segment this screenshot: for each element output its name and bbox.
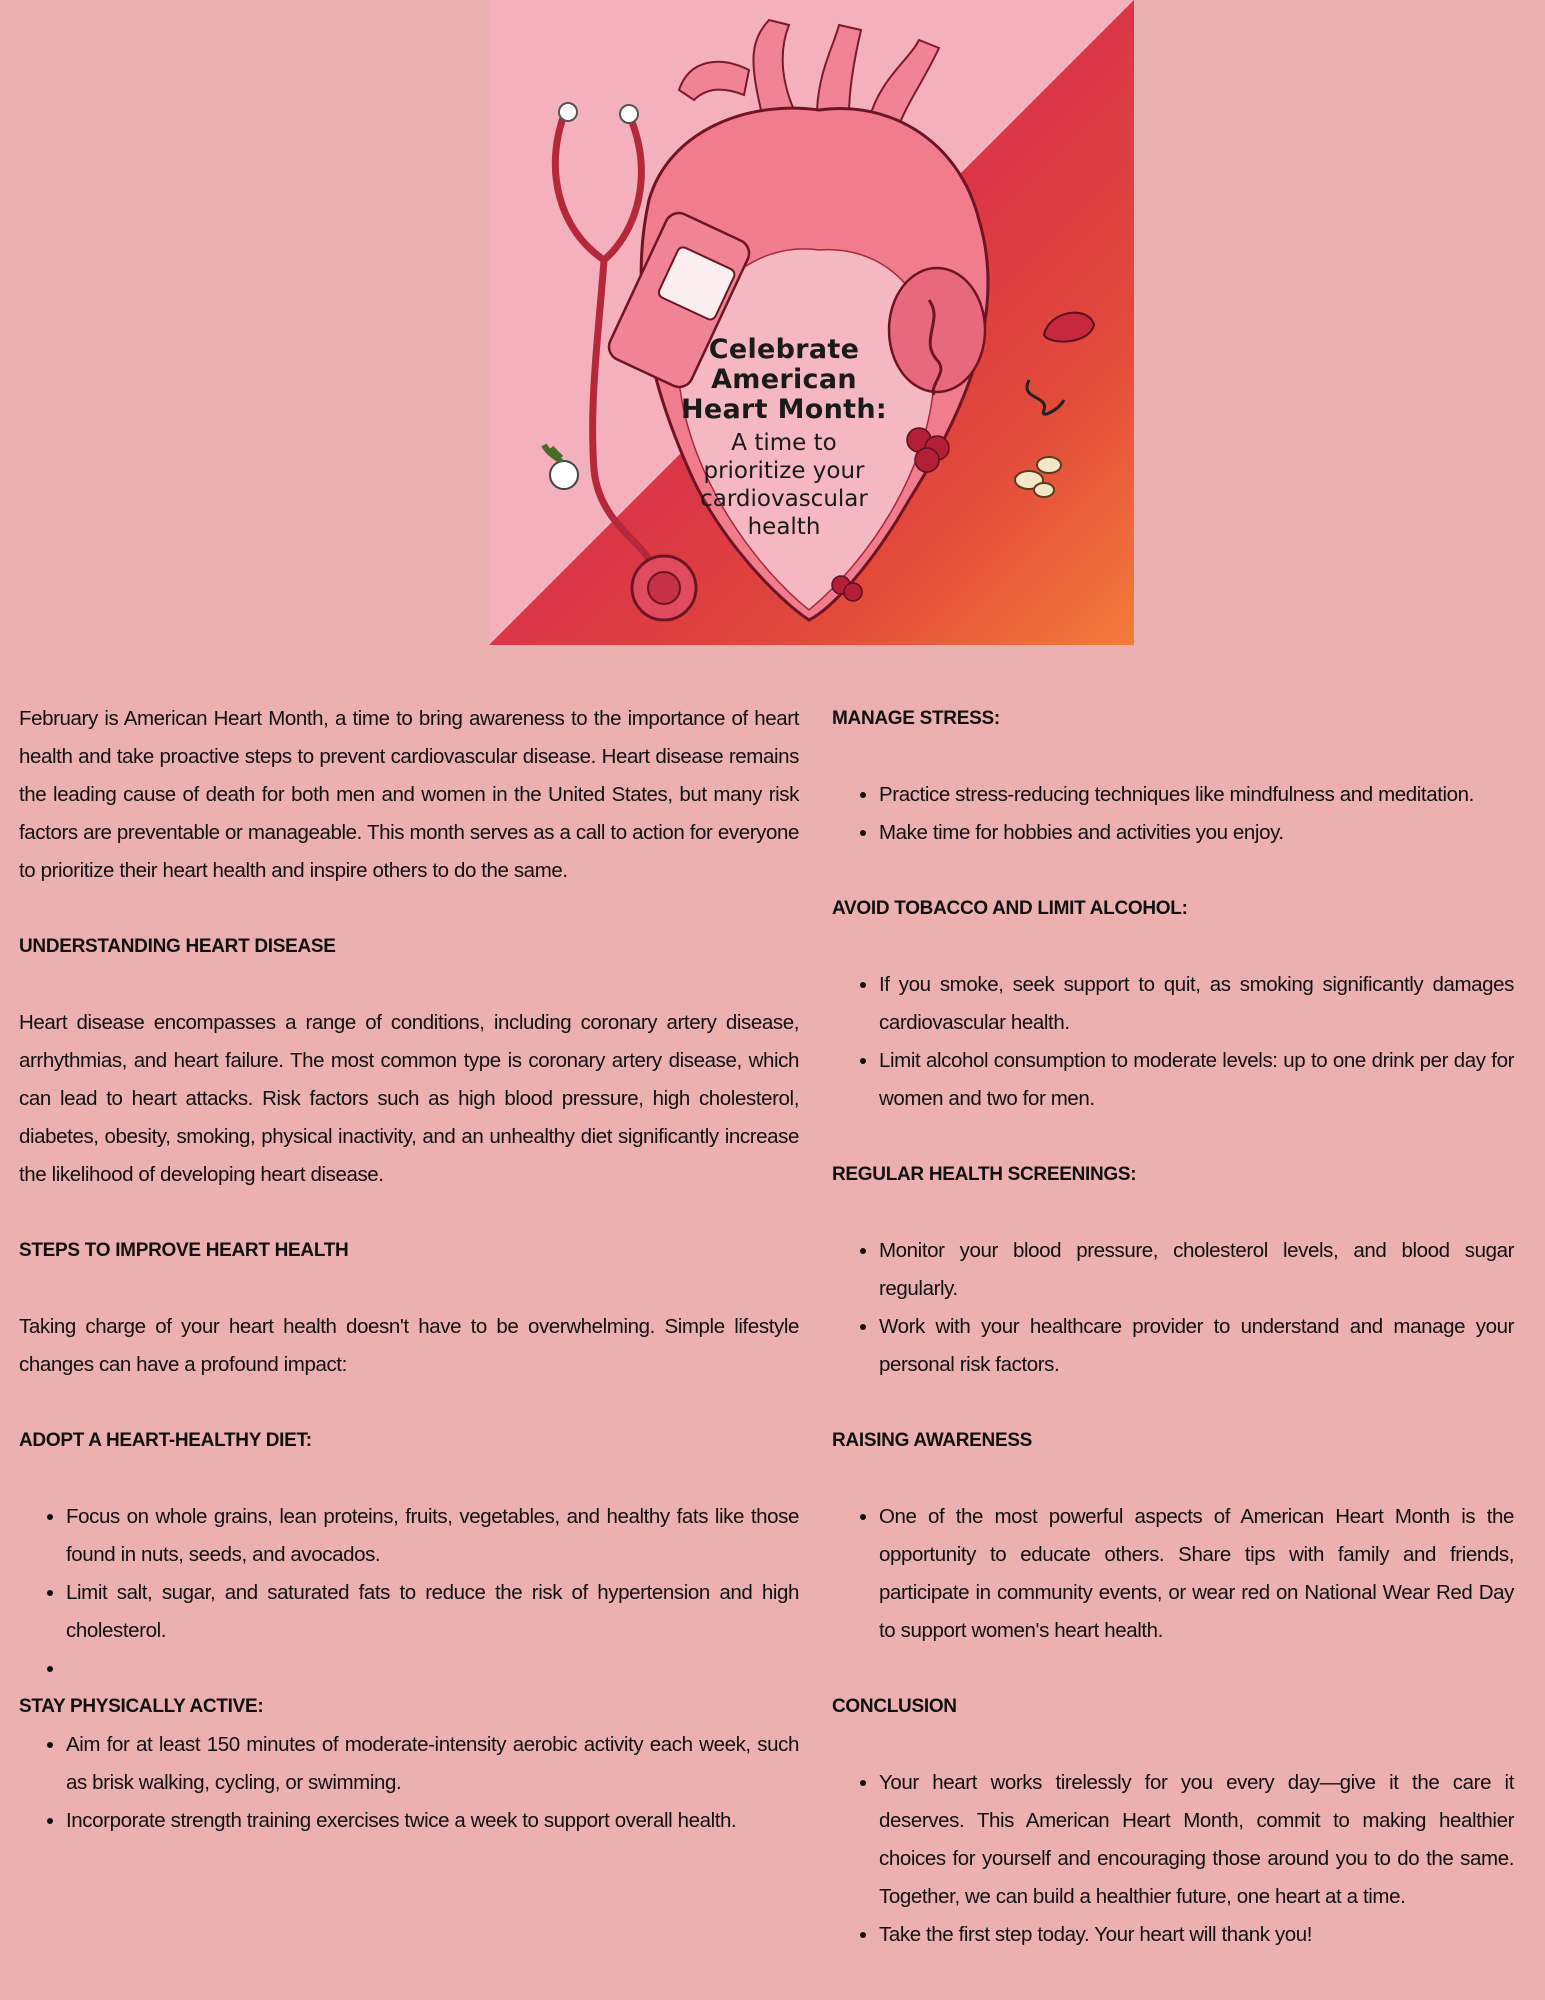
list-item: • Practice stress-reducing techniques like mindfulness and meditation.	[879, 776, 1514, 814]
list-item: • Limit alcohol consumption to moderate levels: up to one drink per day for women and two for men.	[879, 1042, 1514, 1118]
hero-title-line: Heart Month:	[681, 394, 887, 425]
awareness-list	[832, 1498, 1514, 1650]
list-item: • One of the most powerful aspects of American Heart Month is the opportunity to educate others. Share tips with family and friends, participate in community events, or wear red on National Wear Red Day to support women's heart health.	[879, 1498, 1514, 1650]
hero-title-line: Celebrate	[708, 334, 860, 365]
hero-subtitle	[659, 429, 909, 541]
diet-list	[19, 1498, 799, 1688]
understanding-heading: UNDERSTANDING HEART DISEASE	[19, 936, 336, 957]
active-heading: STAY PHYSICALLY ACTIVE:	[19, 1696, 264, 1717]
stress-heading: MANAGE STRESS:	[832, 708, 1000, 729]
list-item: • Monitor your blood pressure, cholesterol levels, and blood sugar regularly.	[879, 1232, 1514, 1308]
list-item: • Take the first step today. Your heart will thank you!	[879, 1916, 1514, 1954]
steps-heading: STEPS TO IMPROVE HEART HEALTH	[19, 1240, 349, 1261]
list-item-empty	[66, 1650, 799, 1688]
understanding-paragraph: Heart disease encompasses a range of conditions, including coronary artery disease, arrhythmias, and heart failure. The most common type is coronary artery disease, which can lead to heart attacks. Risk factors such as high blood pressure, high cholesterol, diabetes, obesity, smoking, physical inactivity, and an unhealthy diet significantly increase the likelihood of developing heart disease.	[19, 1011, 799, 1186]
screenings-list	[832, 1232, 1514, 1384]
hero-subtitle-line: A time to	[731, 430, 837, 456]
stress-list	[832, 776, 1514, 852]
conclusion-heading: CONCLUSION	[832, 1696, 957, 1717]
hero-subtitle-line: health	[747, 514, 821, 540]
list-item: • Work with your healthcare provider to understand and manage your personal risk factors.	[879, 1308, 1514, 1384]
hero-subtitle-line: prioritize your	[703, 458, 865, 484]
intro-paragraph: February is American Heart Month, a time to bring awareness to the importance of heart health and take proactive steps to prevent cardiovascular disease. Heart disease remains the leading cause of death for both men and women in the United States, but many risk factors are preventable or manageable. This month serves as a call to action for everyone to prioritize their heart health and inspire others to do the same.	[19, 707, 799, 882]
list-item: • If you smoke, seek support to quit, as smoking significantly damages cardiovascular health.	[879, 966, 1514, 1042]
hero-title-line: American	[711, 364, 857, 395]
list-item: • Focus on whole grains, lean proteins, fruits, vegetables, and healthy fats like those found in nuts, seeds, and avocados.	[66, 1498, 799, 1574]
steps-paragraph: Taking charge of your heart health doesn't have to be overwhelming. Simple lifestyle changes can have a profound impact:	[19, 1315, 799, 1376]
list-item: • Your heart works tirelessly for you every day—give it the care it deserves. This American Heart Month, commit to making healthier choices for yourself and encouraging those around you to do the same. Together, we can build a healthier future, one heart at a time.	[879, 1764, 1514, 1916]
list-item: • Aim for at least 150 minutes of moderate-intensity aerobic activity each week, such as brisk walking, cycling, or swimming.	[66, 1726, 799, 1802]
hero-caption	[659, 335, 909, 541]
tobacco-list	[832, 966, 1514, 1118]
hero-title	[659, 335, 909, 425]
hero-subtitle-line: cardiovascular	[700, 486, 868, 512]
conclusion-list	[832, 1764, 1514, 1954]
list-item: • Incorporate strength training exercises twice a week to support overall health.	[66, 1802, 799, 1840]
hero-illustration	[489, 0, 1134, 645]
heart-month-graphic	[489, 0, 1134, 645]
left-column	[19, 700, 799, 1878]
active-list	[19, 1726, 799, 1840]
screenings-heading: REGULAR HEALTH SCREENINGS:	[832, 1164, 1137, 1185]
tobacco-heading: AVOID TOBACCO AND LIMIT ALCOHOL:	[832, 898, 1188, 919]
awareness-heading: RAISING AWARENESS	[832, 1430, 1033, 1451]
list-item: • Limit salt, sugar, and saturated fats to reduce the risk of hypertension and high cholesterol.	[66, 1574, 799, 1650]
diet-heading: ADOPT A HEART-HEALTHY DIET:	[19, 1430, 312, 1451]
list-item: • Make time for hobbies and activities you enjoy.	[879, 814, 1514, 852]
right-column	[832, 700, 1514, 1992]
